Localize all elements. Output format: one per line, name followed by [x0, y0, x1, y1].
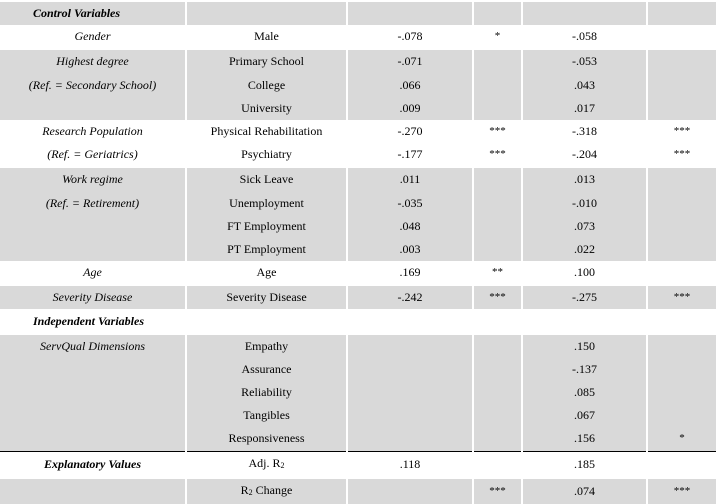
- variable-name: Tangibles: [186, 404, 347, 427]
- variable-name-tail: Change: [252, 482, 293, 497]
- table-row: [0, 358, 716, 381]
- model1-significance: [473, 358, 522, 381]
- table-row: [0, 1, 716, 25]
- variable-name: Psychiatry: [186, 143, 347, 167]
- model1-coefficient: .118: [347, 451, 473, 478]
- model1-coefficient: .003: [347, 238, 473, 261]
- variable-name: Assurance: [186, 358, 347, 381]
- variable-name: College: [186, 74, 347, 97]
- row-label: [0, 215, 186, 238]
- model1-significance: [473, 451, 522, 478]
- model1-coefficient: -.242: [347, 285, 473, 309]
- model2-coefficient: -.204: [522, 143, 647, 167]
- model2-coefficient: -.010: [522, 192, 647, 215]
- table-row: [0, 215, 716, 238]
- variable-subscript: 2: [248, 487, 253, 497]
- variable-name: PT Employment: [186, 238, 347, 261]
- model2-significance: [647, 309, 716, 333]
- variable-name: Empathy: [186, 334, 347, 358]
- variable-name: Physical Rehabilitation: [186, 120, 347, 143]
- regression-table-body: [0, 1, 716, 504]
- model2-significance: [647, 74, 716, 97]
- row-label: [0, 427, 186, 451]
- table-row: [0, 120, 716, 143]
- model1-significance: [473, 167, 522, 191]
- row-label: Research Population: [0, 120, 186, 143]
- model1-significance: ***: [473, 143, 522, 167]
- model1-coefficient: -.177: [347, 143, 473, 167]
- model2-coefficient: .067: [522, 404, 647, 427]
- variable-name: [186, 309, 347, 333]
- row-label: Explanatory Values: [0, 451, 186, 478]
- row-label: Highest degree: [0, 49, 186, 73]
- row-label: (Ref. = Retirement): [0, 192, 186, 215]
- model2-coefficient: .185: [522, 451, 647, 478]
- model1-significance: [473, 334, 522, 358]
- table-row: [0, 49, 716, 73]
- model2-significance: [647, 167, 716, 191]
- table-row: [0, 404, 716, 427]
- variable-name: [186, 478, 347, 504]
- model1-significance: [473, 215, 522, 238]
- model2-coefficient: .150: [522, 334, 647, 358]
- model1-significance: [473, 404, 522, 427]
- model1-coefficient: [347, 334, 473, 358]
- table-row: [0, 74, 716, 97]
- variable-name: [186, 1, 347, 25]
- row-label: Age: [0, 261, 186, 285]
- model1-coefficient: -.270: [347, 120, 473, 143]
- row-label: [0, 358, 186, 381]
- row-label: [0, 404, 186, 427]
- table-row: [0, 478, 716, 504]
- row-label: [0, 238, 186, 261]
- table-row: [0, 97, 716, 120]
- model2-significance: ***: [647, 478, 716, 504]
- model1-significance: [473, 192, 522, 215]
- model1-significance: **: [473, 261, 522, 285]
- model2-coefficient: .156: [522, 427, 647, 451]
- model1-significance: *: [473, 25, 522, 49]
- model1-significance: [473, 427, 522, 451]
- row-label: Independent Variables: [0, 309, 186, 333]
- table-row: [0, 25, 716, 49]
- model1-coefficient: -.071: [347, 49, 473, 73]
- model2-coefficient: -.318: [522, 120, 647, 143]
- model2-significance: *: [647, 427, 716, 451]
- row-label: (Ref. = Geriatrics): [0, 143, 186, 167]
- model1-coefficient: .048: [347, 215, 473, 238]
- table-row: [0, 334, 716, 358]
- model2-significance: [647, 192, 716, 215]
- model2-coefficient: [522, 309, 647, 333]
- model2-coefficient: .074: [522, 478, 647, 504]
- model2-significance: [647, 451, 716, 478]
- model1-coefficient: -.035: [347, 192, 473, 215]
- model1-significance: [473, 49, 522, 73]
- table-row: [0, 167, 716, 191]
- row-label: ServQual Dimensions: [0, 334, 186, 358]
- model2-significance: [647, 215, 716, 238]
- model2-coefficient: .100: [522, 261, 647, 285]
- variable-name-text: Adj. R: [248, 455, 281, 470]
- model2-significance: [647, 25, 716, 49]
- model2-coefficient: -.058: [522, 25, 647, 49]
- table-row: [0, 192, 716, 215]
- model1-significance: [473, 1, 522, 25]
- row-label: Severity Disease: [0, 285, 186, 309]
- table-row: [0, 238, 716, 261]
- row-label: Work regime: [0, 167, 186, 191]
- model1-coefficient: -.078: [347, 25, 473, 49]
- variable-name: Severity Disease: [186, 285, 347, 309]
- model1-significance: ***: [473, 478, 522, 504]
- model1-significance: [473, 309, 522, 333]
- row-label: Control Variables: [0, 1, 186, 25]
- model2-significance: [647, 404, 716, 427]
- model2-significance: [647, 334, 716, 358]
- model2-significance: ***: [647, 143, 716, 167]
- table-row: [0, 451, 716, 478]
- table-row: [0, 381, 716, 404]
- model1-coefficient: [347, 381, 473, 404]
- model2-significance: [647, 49, 716, 73]
- model1-significance: [473, 74, 522, 97]
- variable-name: Primary School: [186, 49, 347, 73]
- model1-significance: ***: [473, 120, 522, 143]
- model2-significance: [647, 381, 716, 404]
- model2-coefficient: [522, 1, 647, 25]
- model2-significance: [647, 261, 716, 285]
- row-label: [0, 97, 186, 120]
- model2-coefficient: -.137: [522, 358, 647, 381]
- model2-coefficient: -.053: [522, 49, 647, 73]
- table-row: [0, 143, 716, 167]
- variable-name: FT Employment: [186, 215, 347, 238]
- variable-name: Male: [186, 25, 347, 49]
- variable-name: Sick Leave: [186, 167, 347, 191]
- model2-coefficient: .073: [522, 215, 647, 238]
- table-row: [0, 285, 716, 309]
- model2-significance: [647, 97, 716, 120]
- model1-coefficient: .009: [347, 97, 473, 120]
- model2-significance: [647, 1, 716, 25]
- model1-significance: [473, 97, 522, 120]
- model1-coefficient: [347, 427, 473, 451]
- model2-coefficient: -.275: [522, 285, 647, 309]
- model2-significance: ***: [647, 120, 716, 143]
- model1-coefficient: .011: [347, 167, 473, 191]
- table-row: [0, 309, 716, 333]
- model2-significance: [647, 238, 716, 261]
- table-row: [0, 427, 716, 451]
- model2-significance: ***: [647, 285, 716, 309]
- row-label: [0, 381, 186, 404]
- model1-significance: [473, 381, 522, 404]
- model1-coefficient: [347, 404, 473, 427]
- row-label: (Ref. = Secondary School): [0, 74, 186, 97]
- variable-name: Reliability: [186, 381, 347, 404]
- table-row: [0, 261, 716, 285]
- variable-name: Responsiveness: [186, 427, 347, 451]
- model1-coefficient: [347, 309, 473, 333]
- variable-name-text: R: [240, 482, 249, 497]
- model2-significance: [647, 358, 716, 381]
- model1-coefficient: [347, 478, 473, 504]
- variable-name: University: [186, 97, 347, 120]
- model2-coefficient: .022: [522, 238, 647, 261]
- variable-name: [186, 451, 347, 478]
- model2-coefficient: .017: [522, 97, 647, 120]
- model1-significance: ***: [473, 285, 522, 309]
- model1-coefficient: [347, 358, 473, 381]
- model2-coefficient: .013: [522, 167, 647, 191]
- model1-coefficient: [347, 1, 473, 25]
- row-label: Gender: [0, 25, 186, 49]
- model1-significance: [473, 238, 522, 261]
- model2-coefficient: .085: [522, 381, 647, 404]
- model1-coefficient: .169: [347, 261, 473, 285]
- variable-name: Unemployment: [186, 192, 347, 215]
- row-label: [0, 478, 186, 504]
- variable-subscript: 2: [280, 460, 285, 470]
- model2-coefficient: .043: [522, 74, 647, 97]
- model1-coefficient: .066: [347, 74, 473, 97]
- variable-name: Age: [186, 261, 347, 285]
